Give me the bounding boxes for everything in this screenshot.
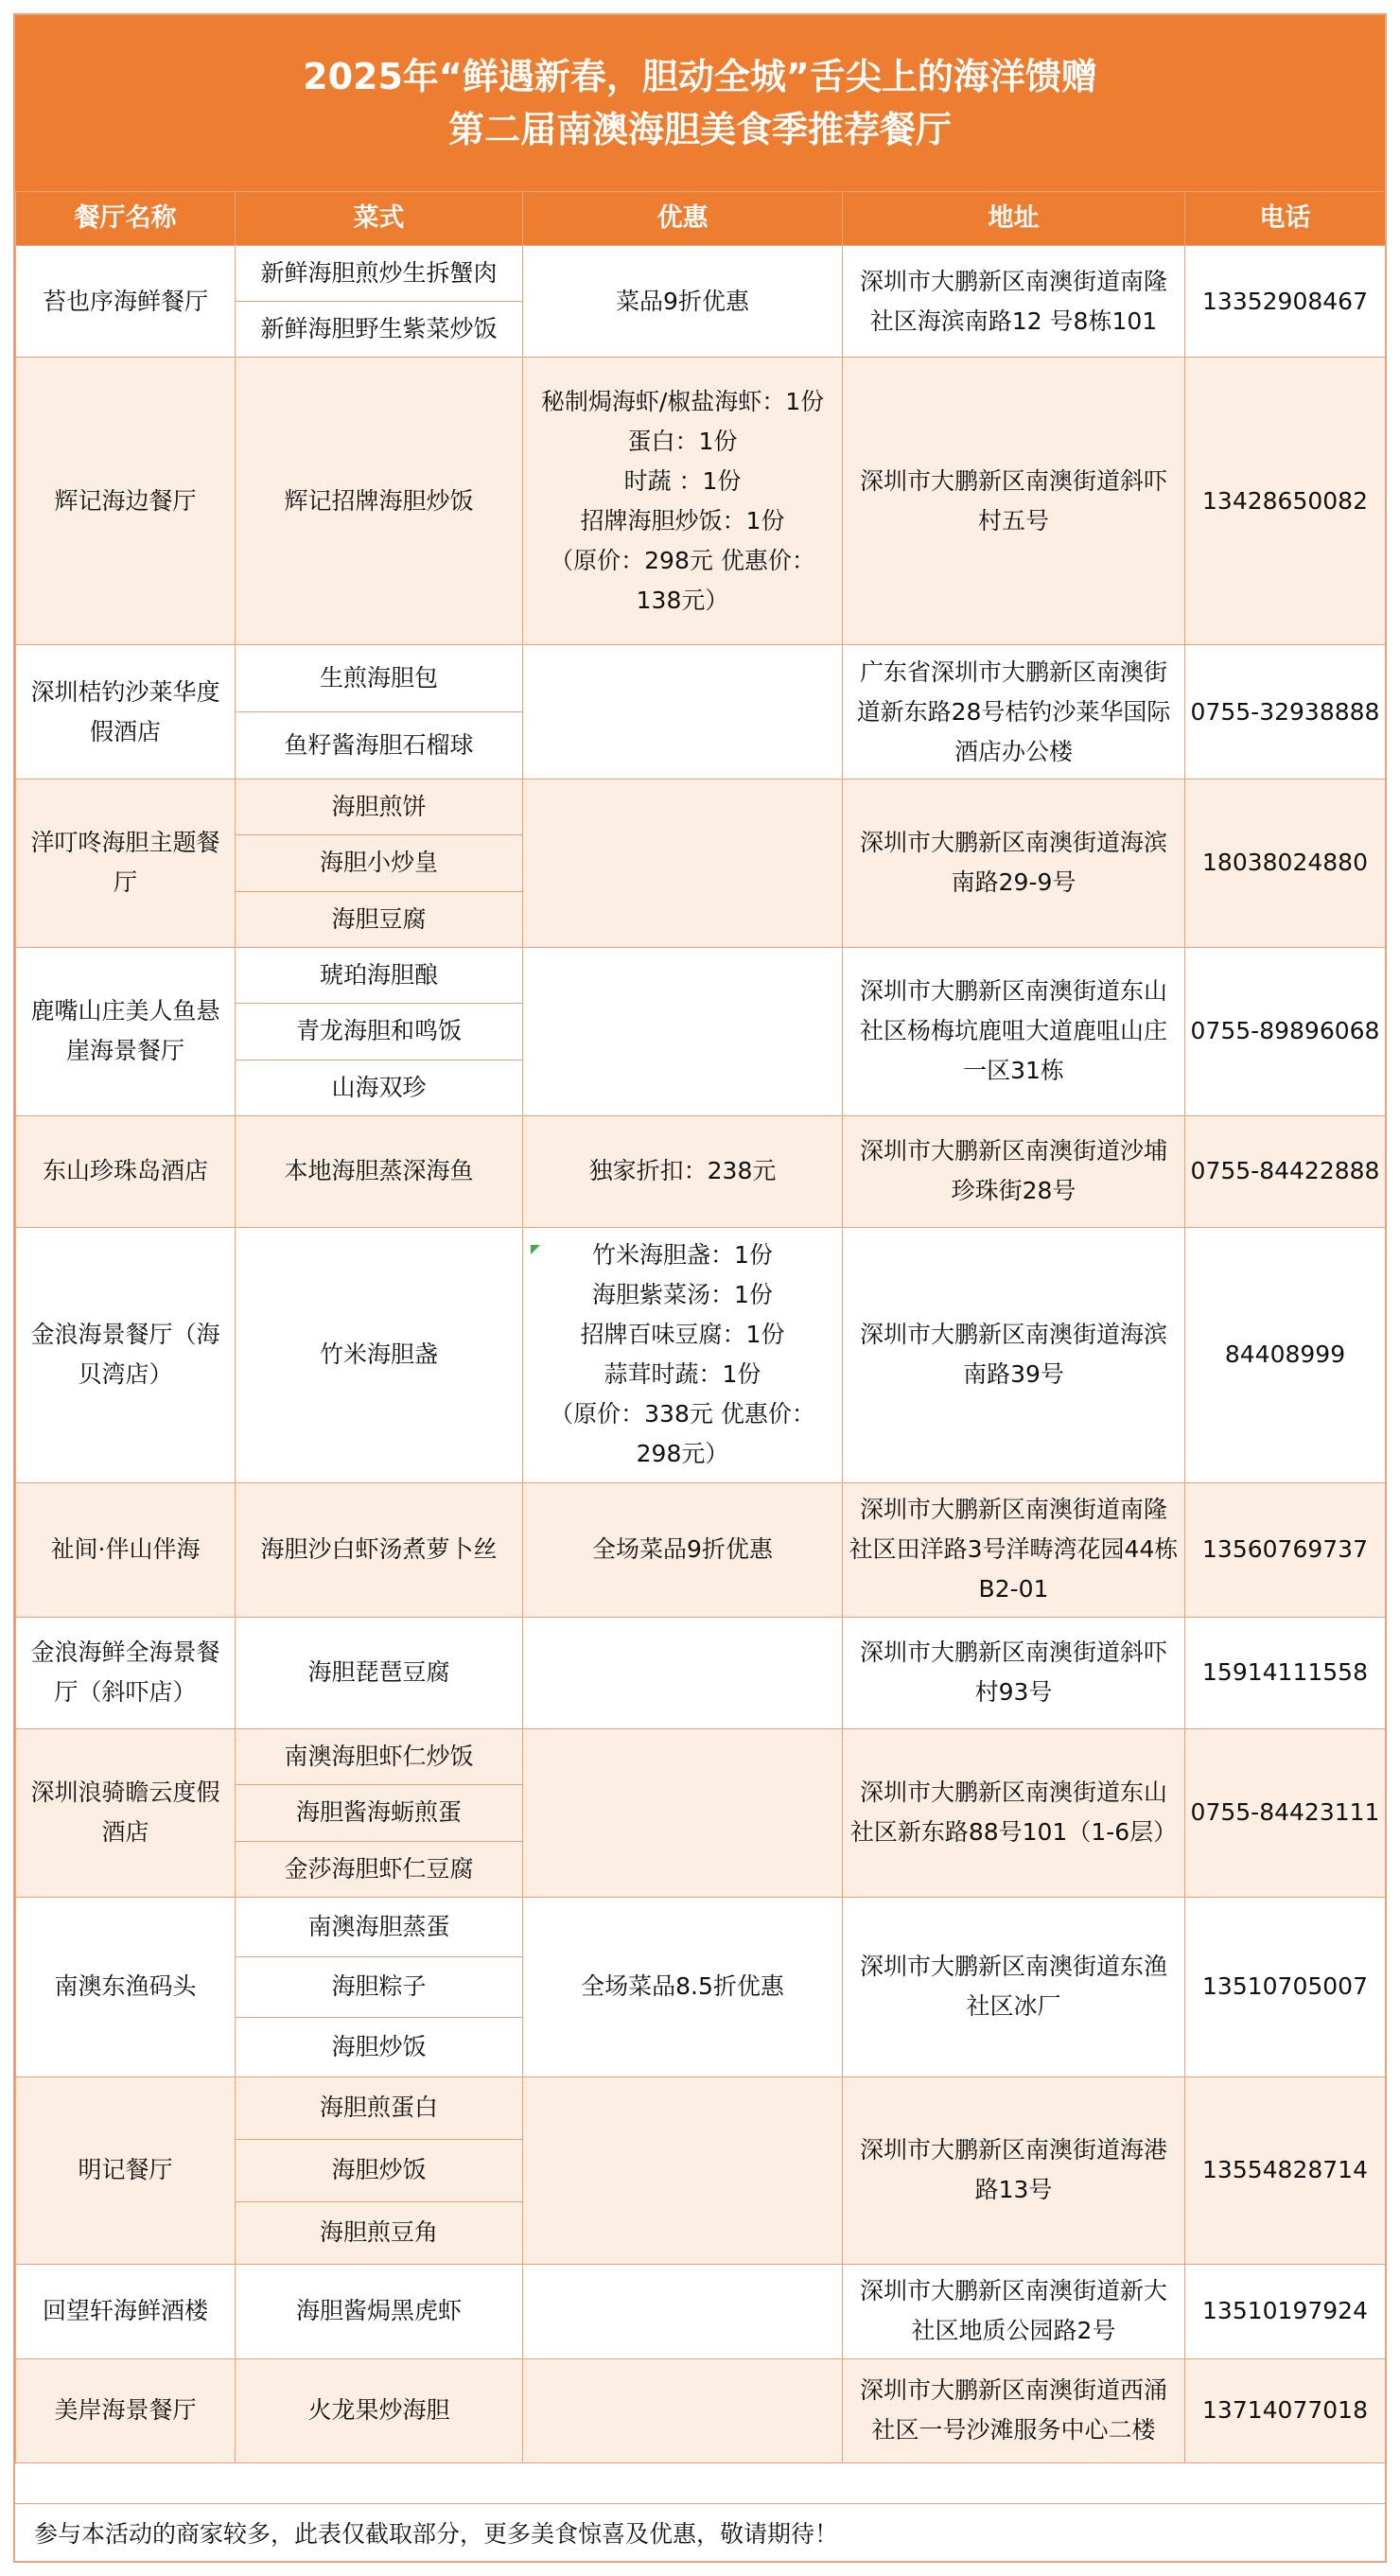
table-row [16,2358,1386,2462]
offer-cell: 秘制焗海虾/椒盐海虾：1份 蛋白：1份 时蔬 ：1份 招牌海胆炒饭：1份 （原价：298元 优惠价：138元） [523,358,843,645]
address-cell: 深圳市大鹏新区南澳街道海港路13号 [843,2077,1185,2264]
dish-name: 海胆炒饭 [236,2017,523,2077]
restaurant-name: 美岸海景餐厅 [16,2358,236,2462]
table-row [16,1115,1386,1227]
dish-name: 山海双珍 [236,1060,523,1115]
offer-cell: 菜品9折优惠 [523,246,843,358]
address-cell: 深圳市大鹏新区南澳街道沙埔珍珠街28号 [843,1115,1185,1227]
phone-cell: 18038024880 [1185,780,1386,948]
address-cell: 深圳市大鹏新区南澳街道东渔社区冰厂 [843,1897,1185,2077]
table-row [16,947,1386,1003]
restaurant-name: 鹿嘴山庄美人鱼悬崖海景餐厅 [16,947,236,1115]
dish-name: 琥珀海胆酿 [236,947,523,1003]
dish-name: 海胆煎豆角 [236,2201,523,2264]
header-address: 地址 [843,192,1185,246]
offer-cell [523,2264,843,2358]
restaurant-name: 辉记海边餐厅 [16,358,236,645]
address-cell: 深圳市大鹏新区南澳街道南隆社区海滨南路12 号8栋101 [843,246,1185,358]
table-row [16,358,1386,645]
dish-name: 辉记招牌海胆炒饭 [236,358,523,645]
dish-name: 海胆粽子 [236,1957,523,2017]
offer-cell [523,1728,843,1897]
address-cell: 深圳市大鹏新区南澳街道新大社区地质公园路2号 [843,2264,1185,2358]
table-row [16,1728,1386,1784]
dish-name: 海胆酱海蛎煎蛋 [236,1785,523,1841]
restaurant-name: 金浪海鲜全海景餐厅（斜吓店） [16,1617,236,1728]
phone-cell: 84408999 [1185,1227,1386,1482]
offer-cell [523,2077,843,2264]
header-dish: 菜式 [236,192,523,246]
header-offer: 优惠 [523,192,843,246]
dish-name: 本地海胆蒸深海鱼 [236,1115,523,1227]
dish-name: 海胆煎饼 [236,780,523,835]
phone-cell: 13560769737 [1185,1482,1386,1617]
dish-name: 竹米海胆盏 [236,1227,523,1482]
cell-comment-marker [531,1245,540,1254]
offer-cell: 全场菜品9折优惠 [523,1482,843,1617]
title-line-2: 第二届南澳海胆美食季推荐餐厅 [447,109,952,150]
dish-name: 海胆豆腐 [236,891,523,947]
dish-name: 海胆琵琶豆腐 [236,1617,523,1728]
restaurant-name: 苔也序海鲜餐厅 [16,246,236,358]
phone-cell: 13352908467 [1185,246,1386,358]
dish-name: 生煎海胆包 [236,645,523,712]
restaurant-name: 回望轩海鲜酒楼 [16,2264,236,2358]
header-name: 餐厅名称 [16,192,236,246]
phone-cell: 13510705007 [1185,1897,1386,2077]
offer-cell: 独家折扣：238元 [523,1115,843,1227]
dish-name: 海胆炒饭 [236,2139,523,2201]
title-banner [15,15,1385,191]
footer-note: 参与本活动的商家较多，此表仅截取部分，更多美食惊喜及优惠，敬请期待！ [15,2503,1385,2561]
address-cell: 深圳市大鹏新区南澳街道南隆社区田洋路3号洋畴湾花园44栋B2-01 [843,1482,1185,1617]
dish-name: 青龙海胆和鸣饭 [236,1004,523,1060]
title-line-1: 2025年“鲜遇新春，胆动全城”舌尖上的海洋馈赠 [303,56,1097,97]
offer-cell [523,2358,843,2462]
dish-name: 鱼籽酱海胆石榴球 [236,712,523,780]
address-cell: 深圳市大鹏新区南澳街道东山社区新东路88号101（1-6层） [843,1728,1185,1897]
address-cell: 深圳市大鹏新区南澳街道海滨南路29-9号 [843,780,1185,948]
table-row [16,1482,1386,1617]
phone-cell: 0755-32938888 [1185,645,1386,780]
header-phone: 电话 [1185,192,1386,246]
offer-cell [523,780,843,948]
restaurant-sheet [13,13,1387,2563]
restaurant-name: 祉间·伴山伴海 [16,1482,236,1617]
phone-cell: 13554828714 [1185,2077,1386,2264]
offer-cell: 全场菜品8.5折优惠 [523,1897,843,2077]
restaurant-name: 明记餐厅 [16,2077,236,2264]
address-cell: 广东省深圳市大鹏新区南澳街道新东路28号桔钓沙莱华国际酒店办公楼 [843,645,1185,780]
address-cell: 深圳市大鹏新区南澳街道东山社区杨梅坑鹿咀大道鹿咀山庄一区31栋 [843,947,1185,1115]
dish-name: 火龙果炒海胆 [236,2358,523,2462]
dish-name: 海胆沙白虾汤煮萝卜丝 [236,1482,523,1617]
table-row [16,780,1386,835]
table-row [16,2077,1386,2139]
table-row [16,645,1386,712]
table-row [16,1227,1386,1482]
dish-name: 新鲜海胆野生紫菜炒饭 [236,302,523,358]
table-row [16,2264,1386,2358]
table-row [16,246,1386,302]
phone-cell: 13428650082 [1185,358,1386,645]
dish-name: 海胆酱焗黑虎虾 [236,2264,523,2358]
restaurant-name: 洋叮咚海胆主题餐厅 [16,780,236,948]
offer-cell [523,645,843,780]
offer-cell: 竹米海胆盏：1份 海胆紫菜汤：1份 招牌百味豆腐：1份 蒜茸时蔬：1份 （原价：338元 优惠价：298元） [523,1227,843,1482]
dish-name: 南澳海胆虾仁炒饭 [236,1728,523,1784]
table-header-row [16,192,1386,246]
restaurant-table [15,191,1386,2463]
table-row [16,1897,1386,1956]
phone-cell: 0755-84422888 [1185,1115,1386,1227]
offer-cell [523,1617,843,1728]
table-row [16,1617,1386,1728]
dish-name: 海胆煎蛋白 [236,2077,523,2139]
address-cell: 深圳市大鹏新区南澳街道海滨南路39号 [843,1227,1185,1482]
phone-cell: 15914111558 [1185,1617,1386,1728]
restaurant-name: 金浪海景餐厅（海贝湾店） [16,1227,236,1482]
address-cell: 深圳市大鹏新区南澳街道斜吓村93号 [843,1617,1185,1728]
phone-cell: 13510197924 [1185,2264,1386,2358]
phone-cell: 0755-89896068 [1185,947,1386,1115]
restaurant-name: 深圳桔钓沙莱华度假酒店 [16,645,236,780]
table-body [16,246,1386,2463]
dish-name: 海胆小炒皇 [236,835,523,891]
dish-name: 南澳海胆蒸蛋 [236,1897,523,1956]
phone-cell: 0755-84423111 [1185,1728,1386,1897]
dish-name: 新鲜海胆煎炒生拆蟹肉 [236,246,523,302]
restaurant-name: 东山珍珠岛酒店 [16,1115,236,1227]
phone-cell: 13714077018 [1185,2358,1386,2462]
dish-name: 金莎海胆虾仁豆腐 [236,1841,523,1897]
address-cell: 深圳市大鹏新区南澳街道斜吓村五号 [843,358,1185,645]
offer-cell [523,947,843,1115]
restaurant-name: 南澳东渔码头 [16,1897,236,2077]
restaurant-name: 深圳浪骑瞻云度假酒店 [16,1728,236,1897]
address-cell: 深圳市大鹏新区南澳街道西涌社区一号沙滩服务中心二楼 [843,2358,1185,2462]
